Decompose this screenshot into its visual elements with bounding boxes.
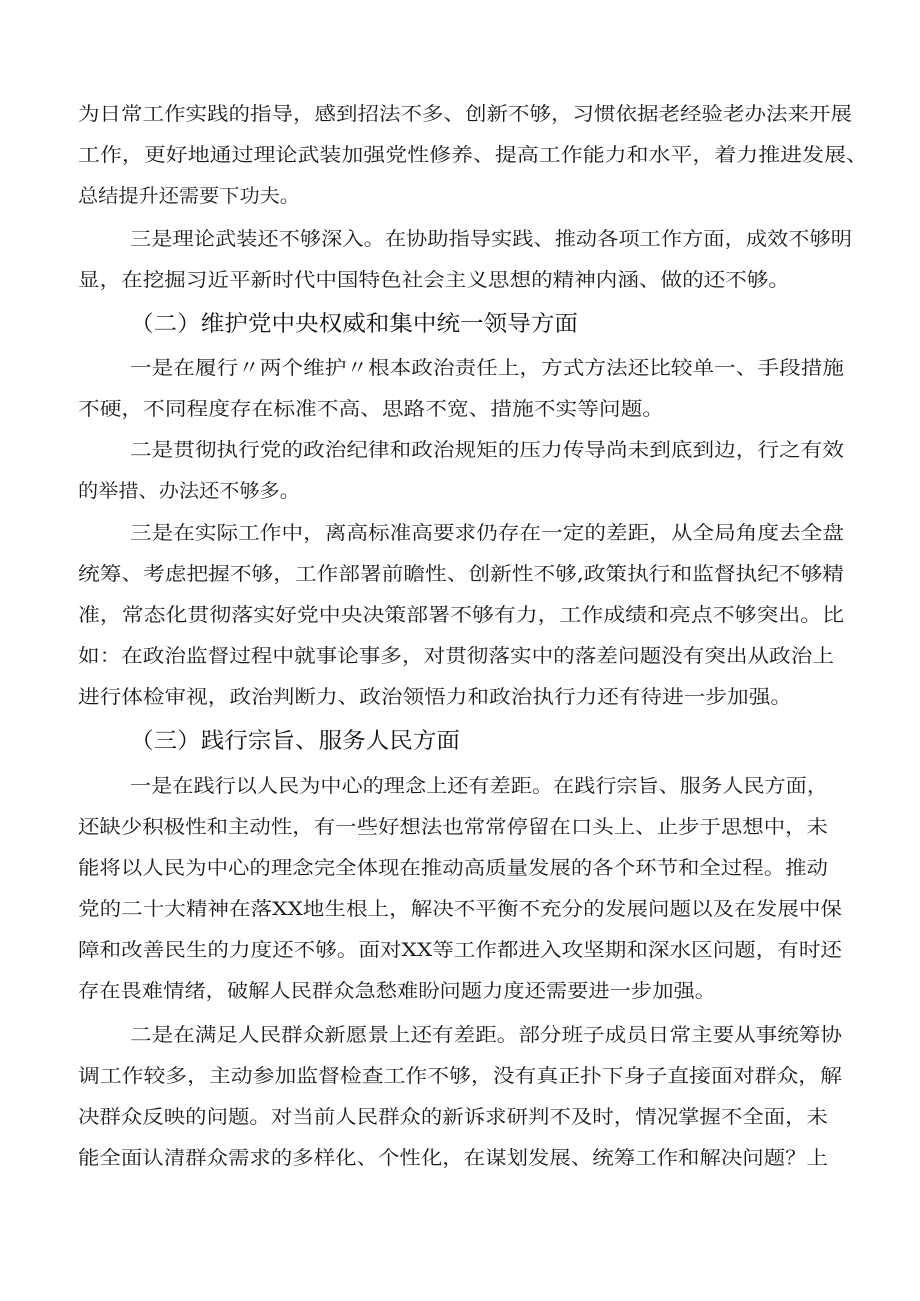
paragraph-line: 显，在挖掘习近平新时代中国特色社会主义思想的精神内涵、做的还不够。 bbox=[78, 269, 790, 291]
paragraph-line: 三是在实际工作中，离高标准高要求仍存在一定的差距，从全局角度去全盘 bbox=[130, 522, 844, 544]
paragraph-line: 进行体检审视，政治判断力、政治领悟力和政治执行力还有待进一步加强。 bbox=[78, 686, 792, 708]
paragraph-line: 准，常态化贯彻落实好党中央决策部署不够有力，工作成绩和亮点不够突出。比 bbox=[78, 604, 845, 626]
paragraph-line: 的举措、办法还不够多。 bbox=[78, 480, 300, 502]
paragraph-line: 决群众反映的问题。对当前人民群众的新诉求研判不及时，情况掌握不全面，未 bbox=[78, 1106, 829, 1128]
paragraph-line: 如：在政治监督过程中就事论事多，对贯彻落实中的落差问题没有突出从政治上 bbox=[78, 645, 834, 667]
paragraph-line: 统筹、考虑把握不够，工作部署前瞻性、创新性不够,政策执行和监督执纪不够精 bbox=[78, 563, 844, 585]
paragraph-line: 能将以人民为中心的理念完全体现在推动高质量发展的各个环节和全过程。推动 bbox=[78, 857, 829, 879]
paragraph-line: 一是在履行〃两个维护〃根本政治责任上，方式方法还比较单一、手段措施 bbox=[130, 357, 844, 379]
paragraph-line: 能全面认清群众需求的多样化、个性化，在谋划发展、统筹工作和解决问题？上 bbox=[78, 1147, 829, 1169]
paragraph-line: 二是在满足人民群众新愿景上还有差距。部分班子成员日常主要从事统筹协 bbox=[130, 1024, 842, 1046]
paragraph-line: 党的二十大精神在落XX地生根上，解决不平衡不充分的发展问题以及在发展中保 bbox=[78, 898, 842, 920]
section-heading: （三）践行宗旨、服务人民方面 bbox=[130, 729, 461, 754]
paragraph-line: 一是在践行以人民为中心的理念上还有差距。在践行宗旨、服务人民方面， bbox=[130, 775, 828, 797]
paragraph-line: 存在畏难情绪，破解人民群众急愁难盼问题力度还需要进一步加强。 bbox=[78, 980, 717, 1002]
paragraph-line: 为日常工作实践的指导，感到招法不多、创新不够，习惯依据老经验老办法来开展 bbox=[78, 103, 853, 125]
paragraph-line: 工作，更好地通过理论武装加强党性修养、提高工作能力和水平，着力推进发展、 bbox=[78, 144, 868, 166]
paragraph-line: 还缺少积极性和主动性，有一些好想法也常常停留在口头上、止步于思想中，未 bbox=[78, 816, 829, 838]
paragraph-line: 二是贯彻执行党的政治纪律和政治规矩的压力传导尚未到底到边，行之有效 bbox=[130, 439, 844, 461]
paragraph-line: 总结提升还需要下功夫。 bbox=[78, 185, 300, 207]
paragraph-line: 三是理论武装还不够深入。在协助指导实践、推动各项工作方面，成效不够明 bbox=[130, 228, 852, 250]
paragraph-line: 调工作较多，主动参加监督检查工作不够，没有真正扑下身子直接面对群众，解 bbox=[78, 1065, 842, 1087]
paragraph-line: 障和改善民生的力度还不够。面对XX等工作都进入攻坚期和深水区问题，有时还 bbox=[78, 939, 842, 961]
paragraph-line: 不硬，不同程度存在标准不高、思路不宽、措施不实等问题。 bbox=[78, 398, 665, 420]
section-heading: （二）维护党中央权威和集中统一领导方面 bbox=[130, 312, 578, 337]
